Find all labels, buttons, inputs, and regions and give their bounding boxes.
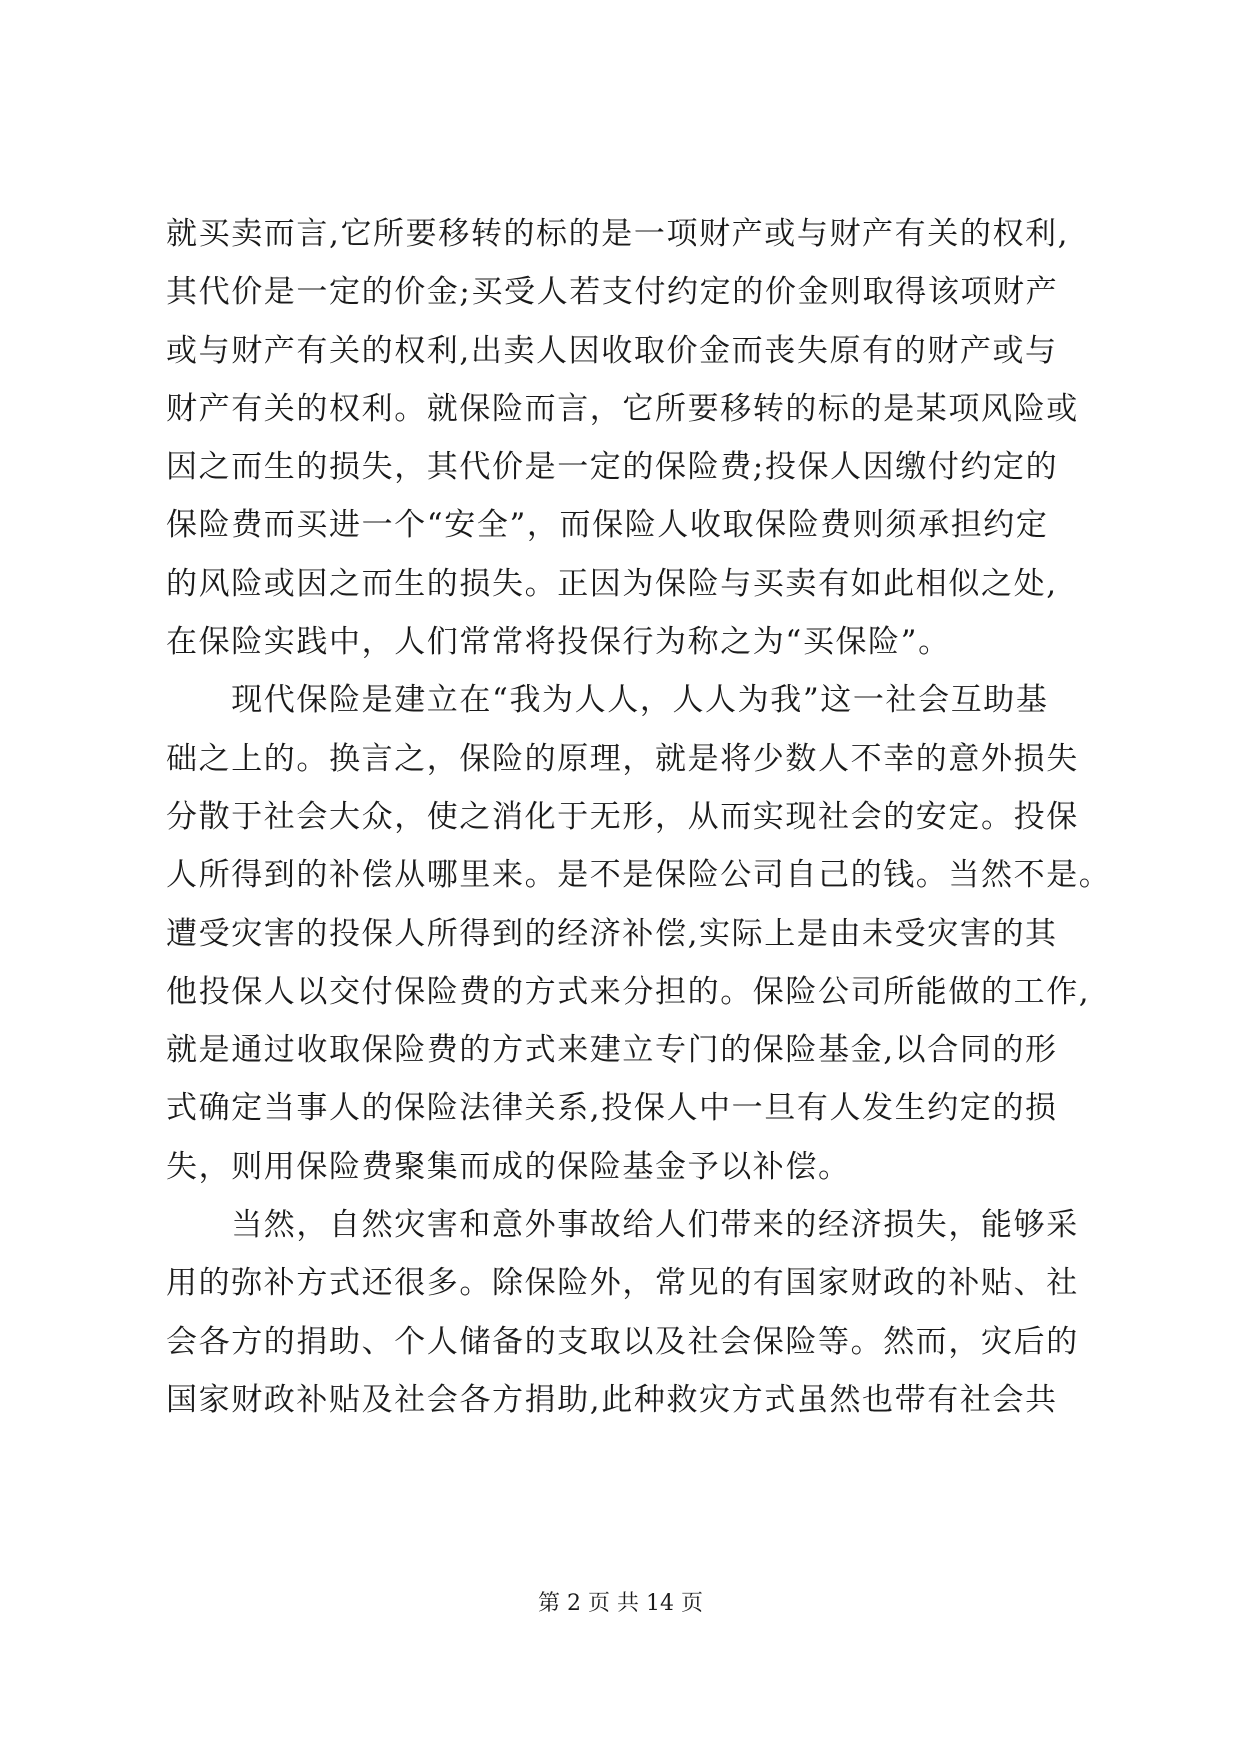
text-line: 会各方的捐助、个人储备的支取以及社会保险等。然而，灾后的: [166, 1323, 1079, 1360]
text-line: 财产有关的权利。就保险而言，它所要移转的标的是某项风险或: [166, 390, 1079, 427]
text-line: 人所得到的补偿从哪里来。是不是保险公司自己的钱。当然不是。: [166, 857, 1112, 894]
text-line: 国家财政补贴及社会各方捐助,此种救灾方式虽然也带有社会共: [166, 1381, 1058, 1418]
text-line: 就买卖而言,它所要移转的标的是一项财产或与财产有关的权利,: [166, 216, 1070, 252]
text-line: 用的弥补方式还很多。除保险外，常见的有国家财政的补贴、社: [166, 1265, 1079, 1302]
text-line: 其代价是一定的价金;买受人若支付约定的价金则取得该项财产: [166, 274, 1059, 311]
text-line: 现代保险是建立在“我为人人，人人为我”这一社会互助基: [166, 682, 1049, 719]
text-line: 式确定当事人的保险法律关系,投保人中一旦有人发生约定的损: [166, 1090, 1058, 1127]
text-line: 因之而生的损失，其代价是一定的保险费;投保人因缴付约定的: [166, 449, 1059, 486]
text-line: 分散于社会大众，使之消化于无形，从而实现社会的安定。投保: [166, 798, 1079, 835]
text-line: 础之上的。换言之，保险的原理，就是将少数人不幸的意外损失: [166, 740, 1079, 777]
text-line: 当然，自然灾害和意外事故给人们带来的经济损失，能够采: [166, 1207, 1079, 1244]
body-text: [166, 205, 1112, 1429]
text-line: 在保险实践中，人们常常将投保行为称之为“买保险”。: [166, 624, 951, 661]
text-line: 或与财产有关的权利,出卖人因收取价金而丧失原有的财产或与: [166, 332, 1058, 369]
text-line: 失，则用保险费聚集而成的保险基金予以补偿。: [166, 1148, 851, 1185]
text-line: 他投保人以交付保险费的方式来分担的。保险公司所能做的工作,: [166, 973, 1091, 1010]
text-line: 的风险或因之而生的损失。正因为保险与买卖有如此相似之处,: [166, 565, 1058, 602]
page-number-footer: 第 2 页 共 14 页: [538, 1591, 703, 1616]
text-line: 保险费而买进一个“安全”，而保险人收取保险费则须承担约定: [166, 507, 1049, 544]
text-line: 遭受灾害的投保人所得到的经济补偿,实际上是由未受灾害的其: [166, 915, 1058, 952]
text-line: 就是通过收取保险费的方式来建立专门的保险基金,以合同的形: [166, 1032, 1058, 1069]
